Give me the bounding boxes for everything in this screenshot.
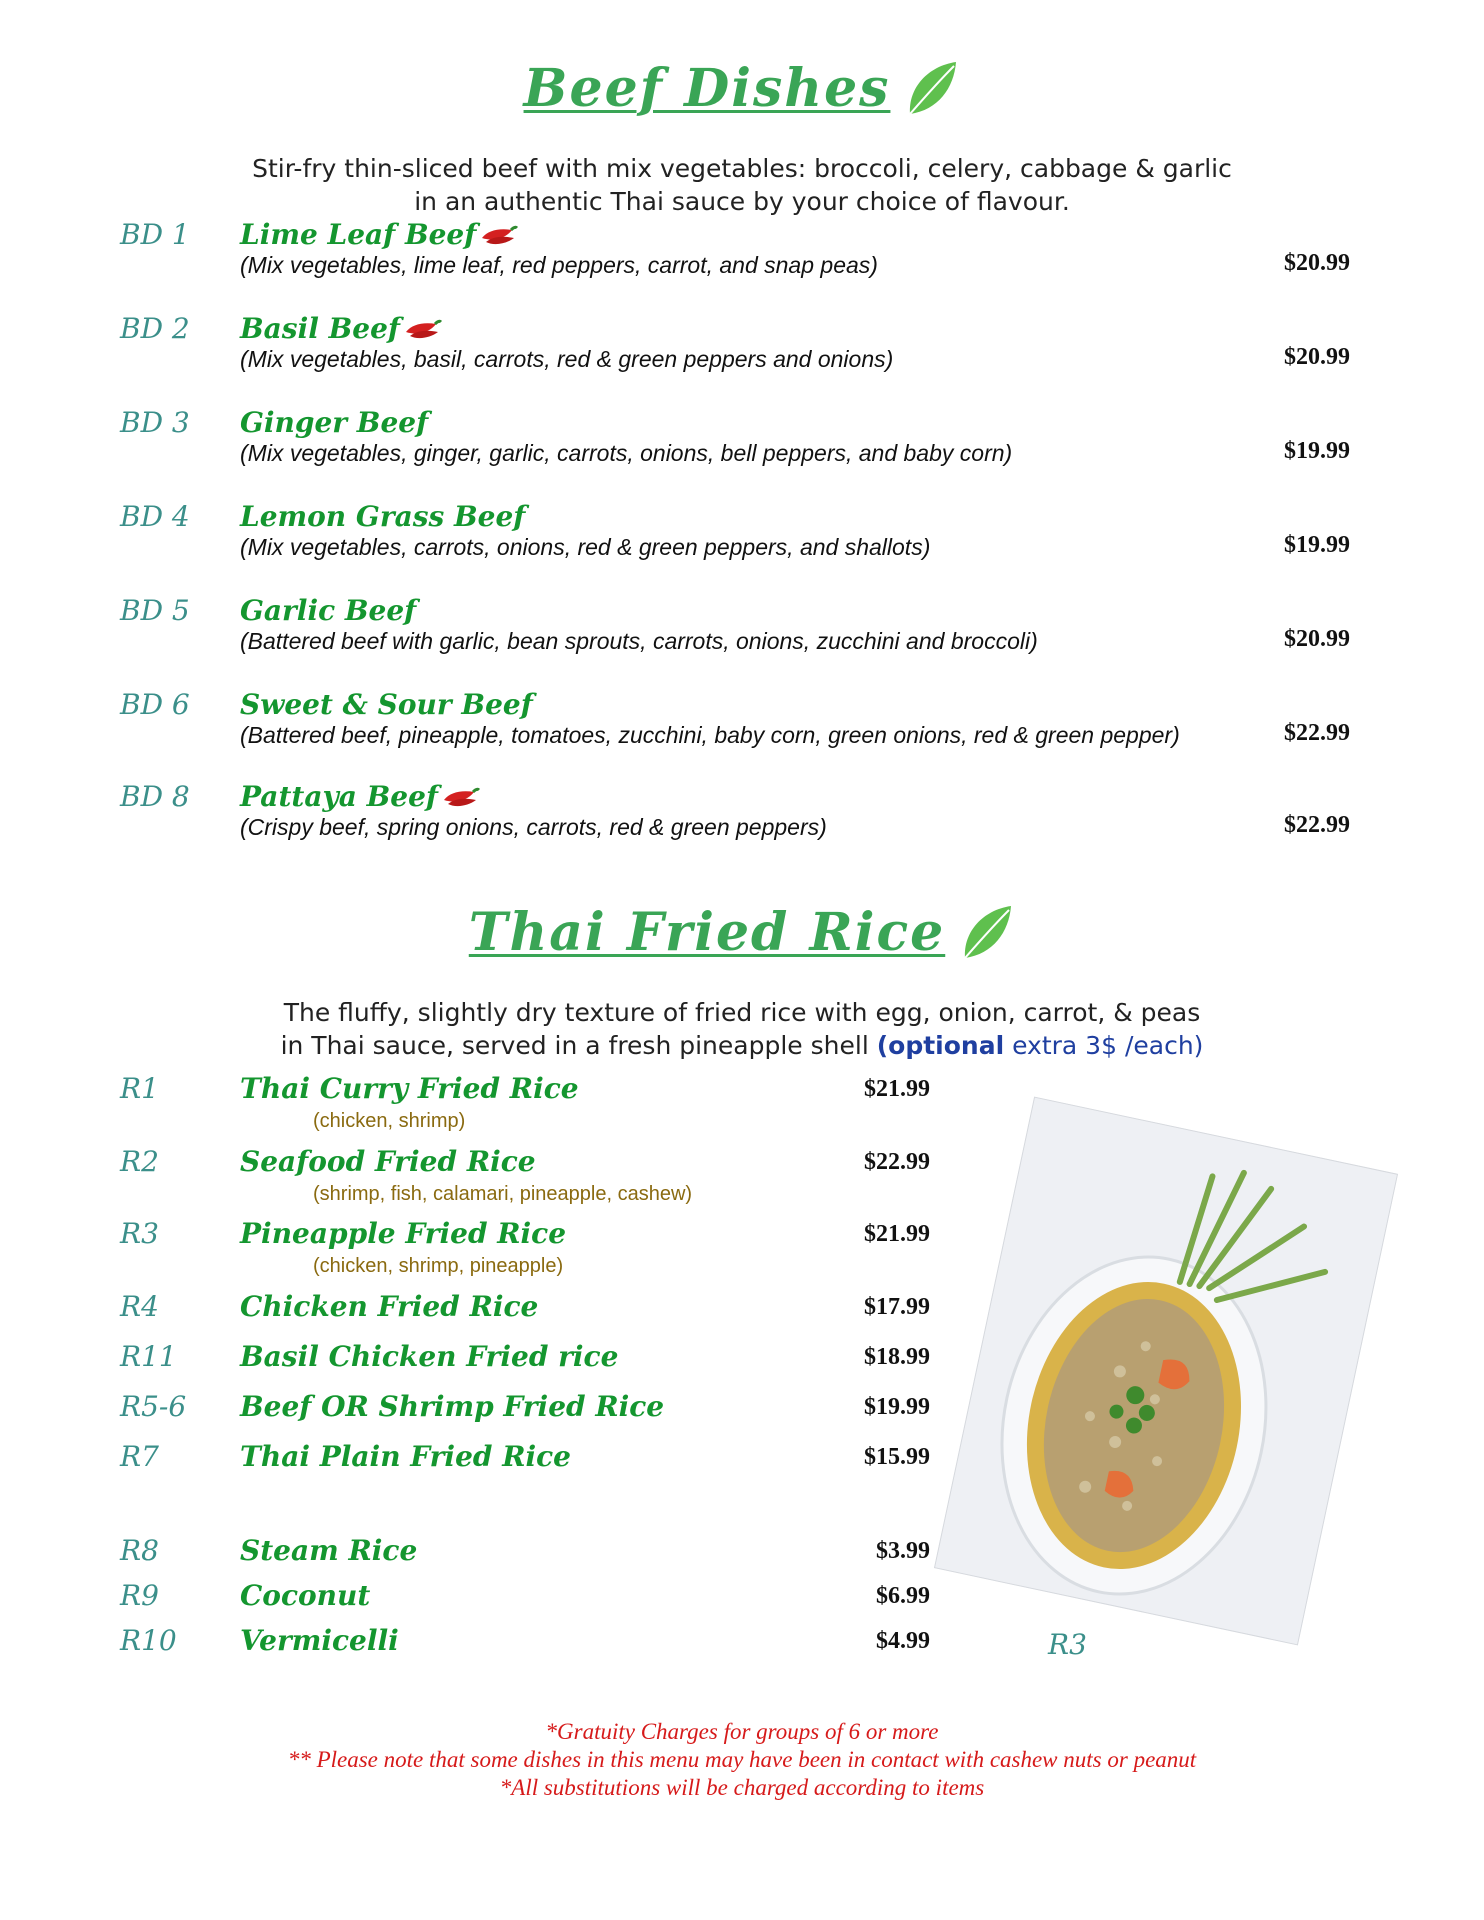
beef-item-price: $22.99 — [1284, 812, 1350, 838]
rice-item-code: R7 — [120, 1440, 159, 1473]
beef-item-name — [240, 218, 518, 253]
beef-item-name-text: Basil Beef — [240, 312, 400, 345]
beef-item-description: (Mix vegetables, basil, carrots, red & green peppers and onions) — [240, 346, 894, 372]
beef-item-price: $20.99 — [1284, 344, 1350, 370]
leaf-icon — [959, 902, 1015, 975]
rice-item-ingredients: (shrimp, fish, calamari, pineapple, cashew) — [313, 1183, 693, 1205]
beef-item-description: (Mix vegetables, carrots, onions, red & green peppers, and shallots) — [240, 534, 931, 560]
rice-item-code: R2 — [120, 1145, 159, 1178]
photo-caption: R3 — [1048, 1628, 1087, 1661]
beef-item-name-text: Ginger Beef — [240, 406, 429, 439]
beef-item-code: BD 1 — [120, 218, 190, 251]
rice-item-name: Beef OR Shrimp Fried Rice — [240, 1390, 665, 1423]
beef-title-text: Beef Dishes — [523, 58, 891, 119]
chili-pepper-icon — [402, 314, 442, 347]
rice-item-price: $4.99 — [876, 1628, 930, 1654]
beef-item-description: (Battered beef, pineapple, tomatoes, zucchini, baby corn, green onions, red & green pepper) — [240, 722, 1180, 748]
rice-item-code: R10 — [120, 1624, 177, 1657]
rice-item-code: R5-6 — [120, 1390, 187, 1423]
beef-item-description: (Mix vegetables, ginger, garlic, carrots, onions, bell peppers, and baby corn) — [240, 440, 1013, 466]
rice-item-ingredients: (chicken, shrimp, pineapple) — [313, 1255, 564, 1277]
beef-intro-line2: in an authentic Thai sauce by your choice of flavour. — [414, 187, 1070, 216]
rice-item-price: $19.99 — [864, 1394, 930, 1420]
beef-item-name — [240, 500, 525, 533]
rice-section-title — [0, 902, 1484, 975]
rice-item-price: $22.99 — [864, 1149, 930, 1175]
beef-item-code: BD 2 — [120, 312, 190, 345]
beef-item-code: BD 5 — [120, 594, 190, 627]
beef-item-name-text: Lime Leaf Beef — [240, 218, 477, 251]
beef-item-name-text: Sweet & Sour Beef — [240, 688, 533, 721]
footer-allergy: ** Please note that some dishes in this menu may have been in contact with cashew nuts or peanut — [287, 1747, 1197, 1772]
beef-item-description: (Battered beef with garlic, bean sprouts, carrots, onions, zucchini and broccoli) — [240, 628, 1038, 654]
beef-item-name — [240, 594, 416, 627]
footer-substitutions: *All substitutions will be charged according to items — [499, 1775, 985, 1800]
rice-item-price: $17.99 — [864, 1294, 930, 1320]
beef-item-name — [240, 688, 533, 721]
beef-item-price: $20.99 — [1284, 626, 1350, 652]
rice-item-ingredients: (chicken, shrimp) — [313, 1110, 466, 1132]
beef-item-name — [240, 312, 442, 347]
rice-item-code: R9 — [120, 1579, 159, 1612]
rice-item-name: Pineapple Fried Rice — [240, 1217, 567, 1250]
rice-intro-line2 — [0, 1029, 1484, 1062]
beef-item-name-text: Pattaya Beef — [240, 780, 438, 813]
rice-item-name: Basil Chicken Fried rice — [240, 1340, 619, 1373]
rice-intro — [0, 996, 1484, 1062]
rice-title-text: Thai Fried Rice — [468, 902, 946, 963]
chili-pepper-icon — [440, 782, 480, 815]
rice-item-name: Thai Plain Fried Rice — [240, 1440, 571, 1473]
beef-item-price: $22.99 — [1284, 720, 1350, 746]
pineapple-fried-rice-photo — [934, 1097, 1398, 1646]
rice-item-price: $3.99 — [876, 1538, 930, 1564]
beef-intro-line1: Stir-fry thin-sliced beef with mix vegetables: broccoli, celery, cabbage & garlic — [252, 154, 1232, 183]
beef-section-title — [0, 58, 1484, 131]
beef-item-code: BD 4 — [120, 500, 190, 533]
footer-gratuity: *Gratuity Charges for groups of 6 or more — [545, 1719, 939, 1744]
rice-intro-extra: extra 3$ /each) — [1004, 1031, 1204, 1060]
rice-item-price: $15.99 — [864, 1444, 930, 1470]
rice-intro-optional: (optional — [876, 1031, 1005, 1060]
chili-pepper-icon — [478, 220, 518, 253]
rice-intro-line2-main: in Thai sauce, served in a fresh pineapple shell — [280, 1031, 877, 1060]
beef-item-name — [240, 780, 480, 815]
rice-item-price: $6.99 — [876, 1583, 930, 1609]
rice-item-code: R3 — [120, 1217, 159, 1250]
beef-item-name-text: Lemon Grass Beef — [240, 500, 526, 533]
beef-item-price: $19.99 — [1284, 532, 1350, 558]
rice-item-name: Seafood Fried Rice — [240, 1145, 536, 1178]
leaf-icon — [904, 58, 960, 131]
rice-item-code: R8 — [120, 1534, 159, 1567]
rice-item-code: R1 — [120, 1072, 159, 1105]
rice-item-name: Thai Curry Fried Rice — [240, 1072, 579, 1105]
rice-item-price: $18.99 — [864, 1344, 930, 1370]
rice-item-price: $21.99 — [864, 1076, 930, 1102]
rice-item-name: Coconut — [240, 1579, 371, 1612]
beef-item-name — [240, 406, 428, 439]
beef-item-name-text: Garlic Beef — [240, 594, 417, 627]
beef-item-code: BD 3 — [120, 406, 190, 439]
beef-intro — [0, 152, 1484, 218]
rice-intro-line1: The fluffy, slightly dry texture of fried rice with egg, onion, carrot, & peas — [283, 998, 1201, 1027]
beef-item-description: (Mix vegetables, lime leaf, red peppers, carrot, and snap peas) — [240, 252, 878, 278]
rice-item-name: Vermicelli — [240, 1624, 399, 1657]
rice-item-name: Chicken Fried Rice — [240, 1290, 539, 1323]
beef-item-description: (Crispy beef, spring onions, carrots, red & green peppers) — [240, 814, 827, 840]
footer-notes — [0, 1718, 1484, 1802]
beef-item-code: BD 6 — [120, 688, 190, 721]
rice-item-code: R11 — [120, 1340, 177, 1373]
beef-item-code: BD 8 — [120, 780, 190, 813]
beef-item-price: $19.99 — [1284, 438, 1350, 464]
rice-item-name: Steam Rice — [240, 1534, 418, 1567]
rice-item-code: R4 — [120, 1290, 159, 1323]
beef-item-price: $20.99 — [1284, 250, 1350, 276]
rice-item-price: $21.99 — [864, 1221, 930, 1247]
